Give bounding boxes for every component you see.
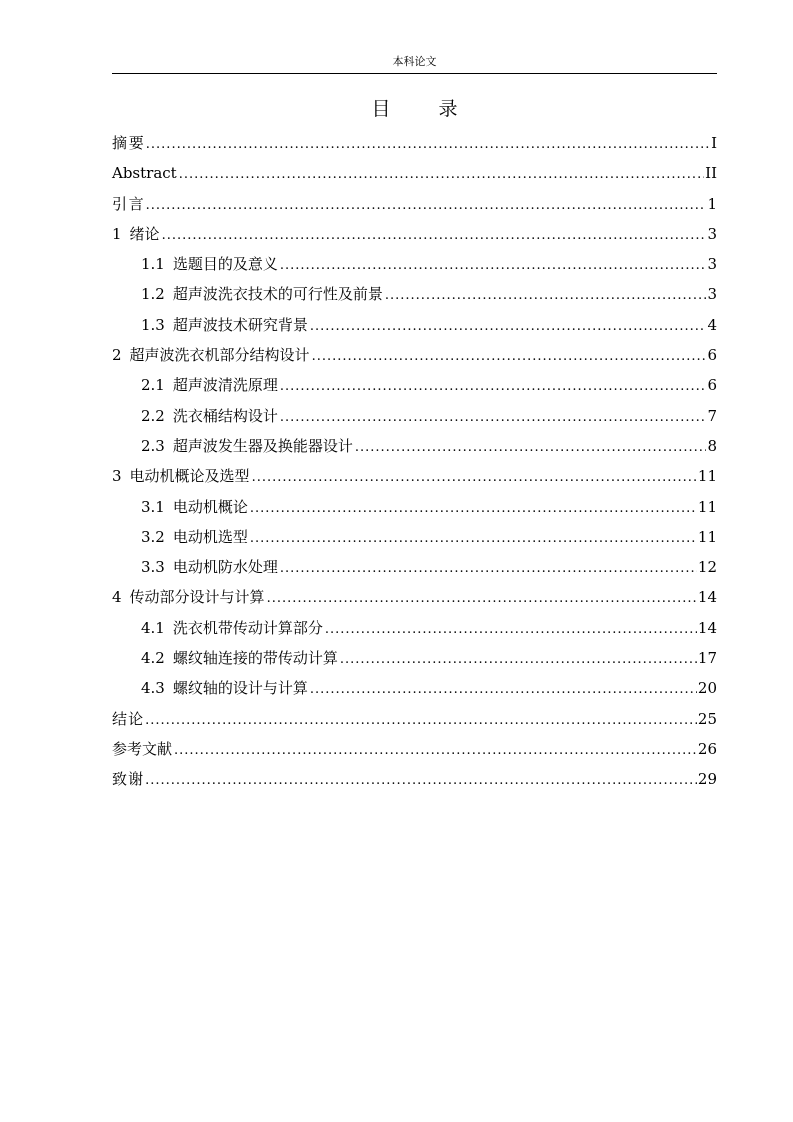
toc-entry-number: 3 bbox=[112, 467, 122, 486]
toc-entry-page-number: 8 bbox=[707, 436, 717, 455]
toc-entry-label: 选题目的及意义 bbox=[172, 255, 278, 274]
toc-entry-page-number: 26 bbox=[697, 739, 717, 758]
toc-entry-page-number: 17 bbox=[697, 649, 717, 668]
toc-entry-page-number: 12 bbox=[697, 558, 717, 577]
toc-dot-leader bbox=[146, 191, 707, 221]
toc-entry[interactable] bbox=[112, 552, 717, 582]
header-rule bbox=[112, 73, 717, 74]
toc-entry-number: 2.2 bbox=[141, 406, 165, 425]
toc-entry[interactable] bbox=[112, 734, 717, 764]
toc-entry-page-number: 14 bbox=[697, 588, 717, 607]
toc-entry-label: 洗衣桶结构设计 bbox=[172, 406, 278, 425]
toc-entry-number: 1.3 bbox=[141, 315, 165, 334]
toc-entry-number: 1 bbox=[112, 224, 122, 243]
toc-entry-label: 绪论 bbox=[129, 224, 160, 243]
toc-entry[interactable] bbox=[112, 522, 717, 552]
toc-entry-number: 1.2 bbox=[141, 285, 165, 304]
toc-entry-label: 电动机概论 bbox=[172, 497, 248, 516]
toc-entry-label-char1: 引 bbox=[112, 194, 128, 213]
toc-entry-label bbox=[112, 764, 143, 794]
toc-entry[interactable] bbox=[112, 370, 717, 400]
toc-entry[interactable] bbox=[112, 279, 717, 309]
toc-entry-label: 超声波技术研究背景 bbox=[172, 315, 308, 334]
toc-entry-page-number: 6 bbox=[707, 346, 717, 365]
toc-dot-leader bbox=[162, 221, 707, 251]
toc-entry[interactable] bbox=[112, 461, 717, 491]
toc-entry-label: 电动机概论及选型 bbox=[129, 467, 250, 486]
toc-entry[interactable] bbox=[112, 219, 717, 249]
toc-entry-label-char2: 论 bbox=[128, 709, 144, 728]
toc-dot-leader bbox=[310, 312, 707, 342]
toc-entry-page-number: 11 bbox=[697, 527, 717, 546]
toc-title-part2: 录 bbox=[438, 98, 458, 120]
toc-dot-leader bbox=[325, 615, 697, 645]
toc-dot-leader bbox=[312, 342, 707, 372]
toc-dot-leader bbox=[174, 736, 697, 766]
toc-entry-page-number: 14 bbox=[697, 618, 717, 637]
toc-entry-number: 4.1 bbox=[141, 618, 165, 637]
toc-entry-label-char2: 言 bbox=[128, 194, 144, 213]
toc-entry[interactable] bbox=[112, 340, 717, 370]
toc-entry-label: 超声波洗衣技术的可行性及前景 bbox=[172, 285, 383, 304]
toc-entry-page-number: 6 bbox=[707, 376, 717, 395]
toc-entry-page-number: 29 bbox=[697, 770, 717, 789]
toc-entry[interactable] bbox=[112, 673, 717, 703]
toc-entry-page-number: 11 bbox=[697, 497, 717, 516]
toc-entry-number: 2.3 bbox=[141, 436, 165, 455]
toc-entry-label: 传动部分设计与计算 bbox=[129, 588, 265, 607]
toc-entry-number: 3.1 bbox=[141, 497, 165, 516]
toc-entry-label: 电动机选型 bbox=[172, 527, 248, 546]
toc-dot-leader bbox=[355, 433, 707, 463]
toc-entry-label-char2: 谢 bbox=[128, 770, 144, 789]
toc-entry-page-number: 4 bbox=[707, 315, 717, 334]
toc-entry-page-number: 3 bbox=[707, 255, 717, 274]
toc-dot-leader bbox=[267, 584, 697, 614]
toc-entry-number: 4.2 bbox=[141, 649, 165, 668]
toc-entry-label: 螺纹轴连接的带传动计算 bbox=[172, 649, 338, 668]
toc-entry[interactable] bbox=[112, 401, 717, 431]
toc-entry-page-number: 20 bbox=[697, 679, 717, 698]
table-of-contents bbox=[112, 128, 717, 795]
toc-entry[interactable] bbox=[112, 310, 717, 340]
toc-entry-label bbox=[112, 128, 144, 158]
toc-entry-page-number: 3 bbox=[707, 224, 717, 243]
toc-dot-leader bbox=[310, 675, 697, 705]
toc-entry-number: 3.2 bbox=[141, 527, 165, 546]
toc-entry-page-number: 25 bbox=[697, 709, 717, 728]
toc-entry[interactable] bbox=[112, 764, 717, 794]
toc-entry[interactable] bbox=[112, 582, 717, 612]
toc-entry-label: Abstract bbox=[112, 164, 177, 183]
toc-title bbox=[112, 96, 717, 122]
toc-entry-number: 2 bbox=[112, 346, 122, 365]
toc-entry-number: 4 bbox=[112, 588, 122, 607]
toc-entry[interactable] bbox=[112, 704, 717, 734]
toc-dot-leader bbox=[280, 403, 707, 433]
toc-dot-leader bbox=[145, 766, 697, 796]
toc-entry-number: 3.3 bbox=[141, 558, 165, 577]
toc-entry-page-number: 11 bbox=[697, 467, 717, 486]
toc-entry-number: 4.3 bbox=[141, 679, 165, 698]
toc-entry-number: 1.1 bbox=[141, 255, 165, 274]
toc-entry[interactable] bbox=[112, 249, 717, 279]
toc-entry-label: 螺纹轴的设计与计算 bbox=[172, 679, 308, 698]
toc-dot-leader bbox=[146, 130, 710, 160]
toc-entry-label-char2: 要 bbox=[128, 134, 144, 152]
toc-entry-label: 参考文献 bbox=[112, 739, 173, 758]
toc-dot-leader bbox=[250, 524, 697, 554]
toc-entry-page-number: 7 bbox=[707, 406, 717, 425]
toc-entry-label bbox=[112, 189, 144, 219]
toc-entry[interactable] bbox=[112, 613, 717, 643]
toc-entry-label: 洗衣机带传动计算部分 bbox=[172, 618, 323, 637]
toc-entry[interactable] bbox=[112, 643, 717, 673]
toc-dot-leader bbox=[179, 160, 704, 190]
toc-entry[interactable] bbox=[112, 431, 717, 461]
toc-entry-label: 超声波清洗原理 bbox=[172, 376, 278, 395]
toc-dot-leader bbox=[280, 554, 697, 584]
toc-dot-leader bbox=[340, 645, 697, 675]
toc-entry-label: 超声波发生器及换能器设计 bbox=[172, 436, 353, 455]
toc-dot-leader bbox=[280, 372, 707, 402]
toc-entry-page-number: 1 bbox=[707, 194, 717, 213]
page-header: 本科论文 bbox=[392, 55, 437, 68]
toc-entry-label-char1: 结 bbox=[112, 709, 128, 728]
toc-entry[interactable] bbox=[112, 158, 717, 188]
toc-dot-leader bbox=[280, 251, 707, 281]
toc-entry-label-char1: 摘 bbox=[112, 134, 128, 152]
toc-entry-page-number: 3 bbox=[707, 285, 717, 304]
toc-dot-leader bbox=[385, 281, 707, 311]
toc-entry-page-number: II bbox=[705, 164, 717, 183]
toc-entry-page-number: I bbox=[711, 134, 717, 152]
toc-entry-label-char1: 致 bbox=[112, 770, 128, 789]
toc-entry-number: 2.1 bbox=[141, 376, 165, 395]
toc-entry[interactable] bbox=[112, 492, 717, 522]
toc-entry-label: 电动机防水处理 bbox=[172, 558, 278, 577]
toc-dot-leader bbox=[250, 494, 697, 524]
toc-entry-label bbox=[112, 704, 143, 734]
toc-dot-leader bbox=[145, 706, 697, 736]
toc-entry[interactable] bbox=[112, 189, 717, 219]
toc-entry[interactable] bbox=[112, 128, 717, 158]
toc-dot-leader bbox=[252, 463, 697, 493]
toc-title-part1: 目 bbox=[371, 98, 391, 120]
toc-entry-label: 超声波洗衣机部分结构设计 bbox=[129, 346, 310, 365]
